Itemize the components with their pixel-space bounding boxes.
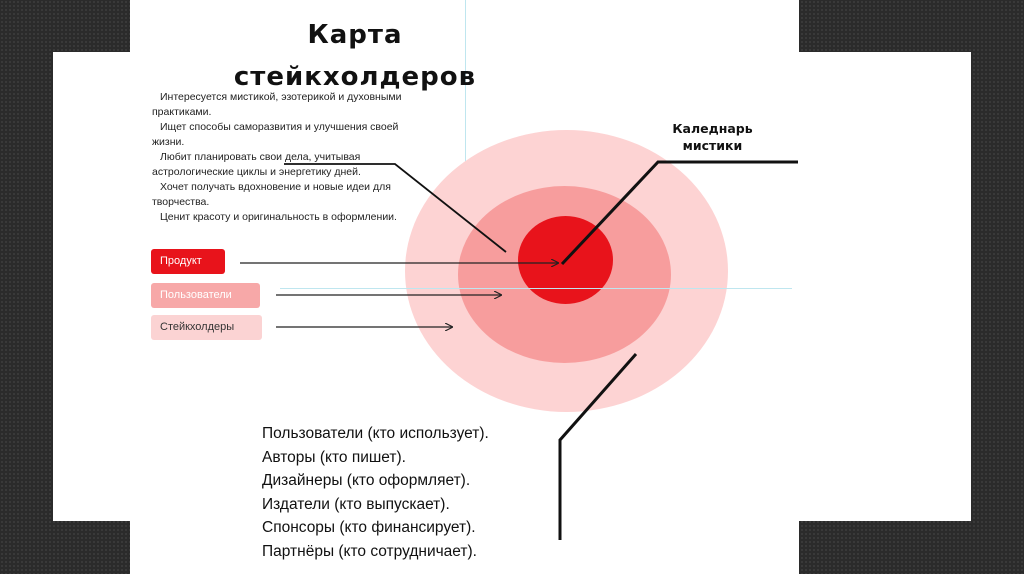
list-item: Дизайнеры (кто оформляет). xyxy=(262,472,471,489)
list-item: Спонсоры (кто финансирует). xyxy=(262,519,476,536)
title-line-2: стейкхолдеров xyxy=(233,62,477,92)
list-item: Партнёры (кто сотрудничает). xyxy=(262,542,477,560)
legend-users: Пользователи xyxy=(151,283,260,308)
description-line: Любит планировать свои дела, учитывая астрологические циклы и энергетику дней. xyxy=(152,151,361,178)
description-line: Хочет получать вдохновение и новые идеи для творчества. xyxy=(152,181,391,208)
list-item: Издатели (кто выпускает). xyxy=(262,495,450,513)
description-line: Ищет способы саморазвития и улучшения своей жизни. xyxy=(152,121,399,148)
title-line-1: Карта xyxy=(307,20,403,50)
list-item: Пользователи (кто использует). xyxy=(262,425,489,442)
callout-line-1: Каледнарь xyxy=(672,121,753,136)
list-item: Авторы (кто пишет). xyxy=(262,448,406,466)
legend-product: Продукт xyxy=(151,249,225,274)
callout-line-2: мистики xyxy=(682,138,743,153)
callout-pointer xyxy=(562,162,798,264)
legend-stakeholders: Стейкхолдеры xyxy=(151,315,262,340)
description-line: Ценит красоту и оригинальность в оформлении. xyxy=(160,211,397,223)
list-pointer xyxy=(560,354,636,540)
description-line: Интересуется мистикой, эзотерикой и духовными практиками. xyxy=(152,91,402,118)
description-pointer xyxy=(284,164,506,252)
